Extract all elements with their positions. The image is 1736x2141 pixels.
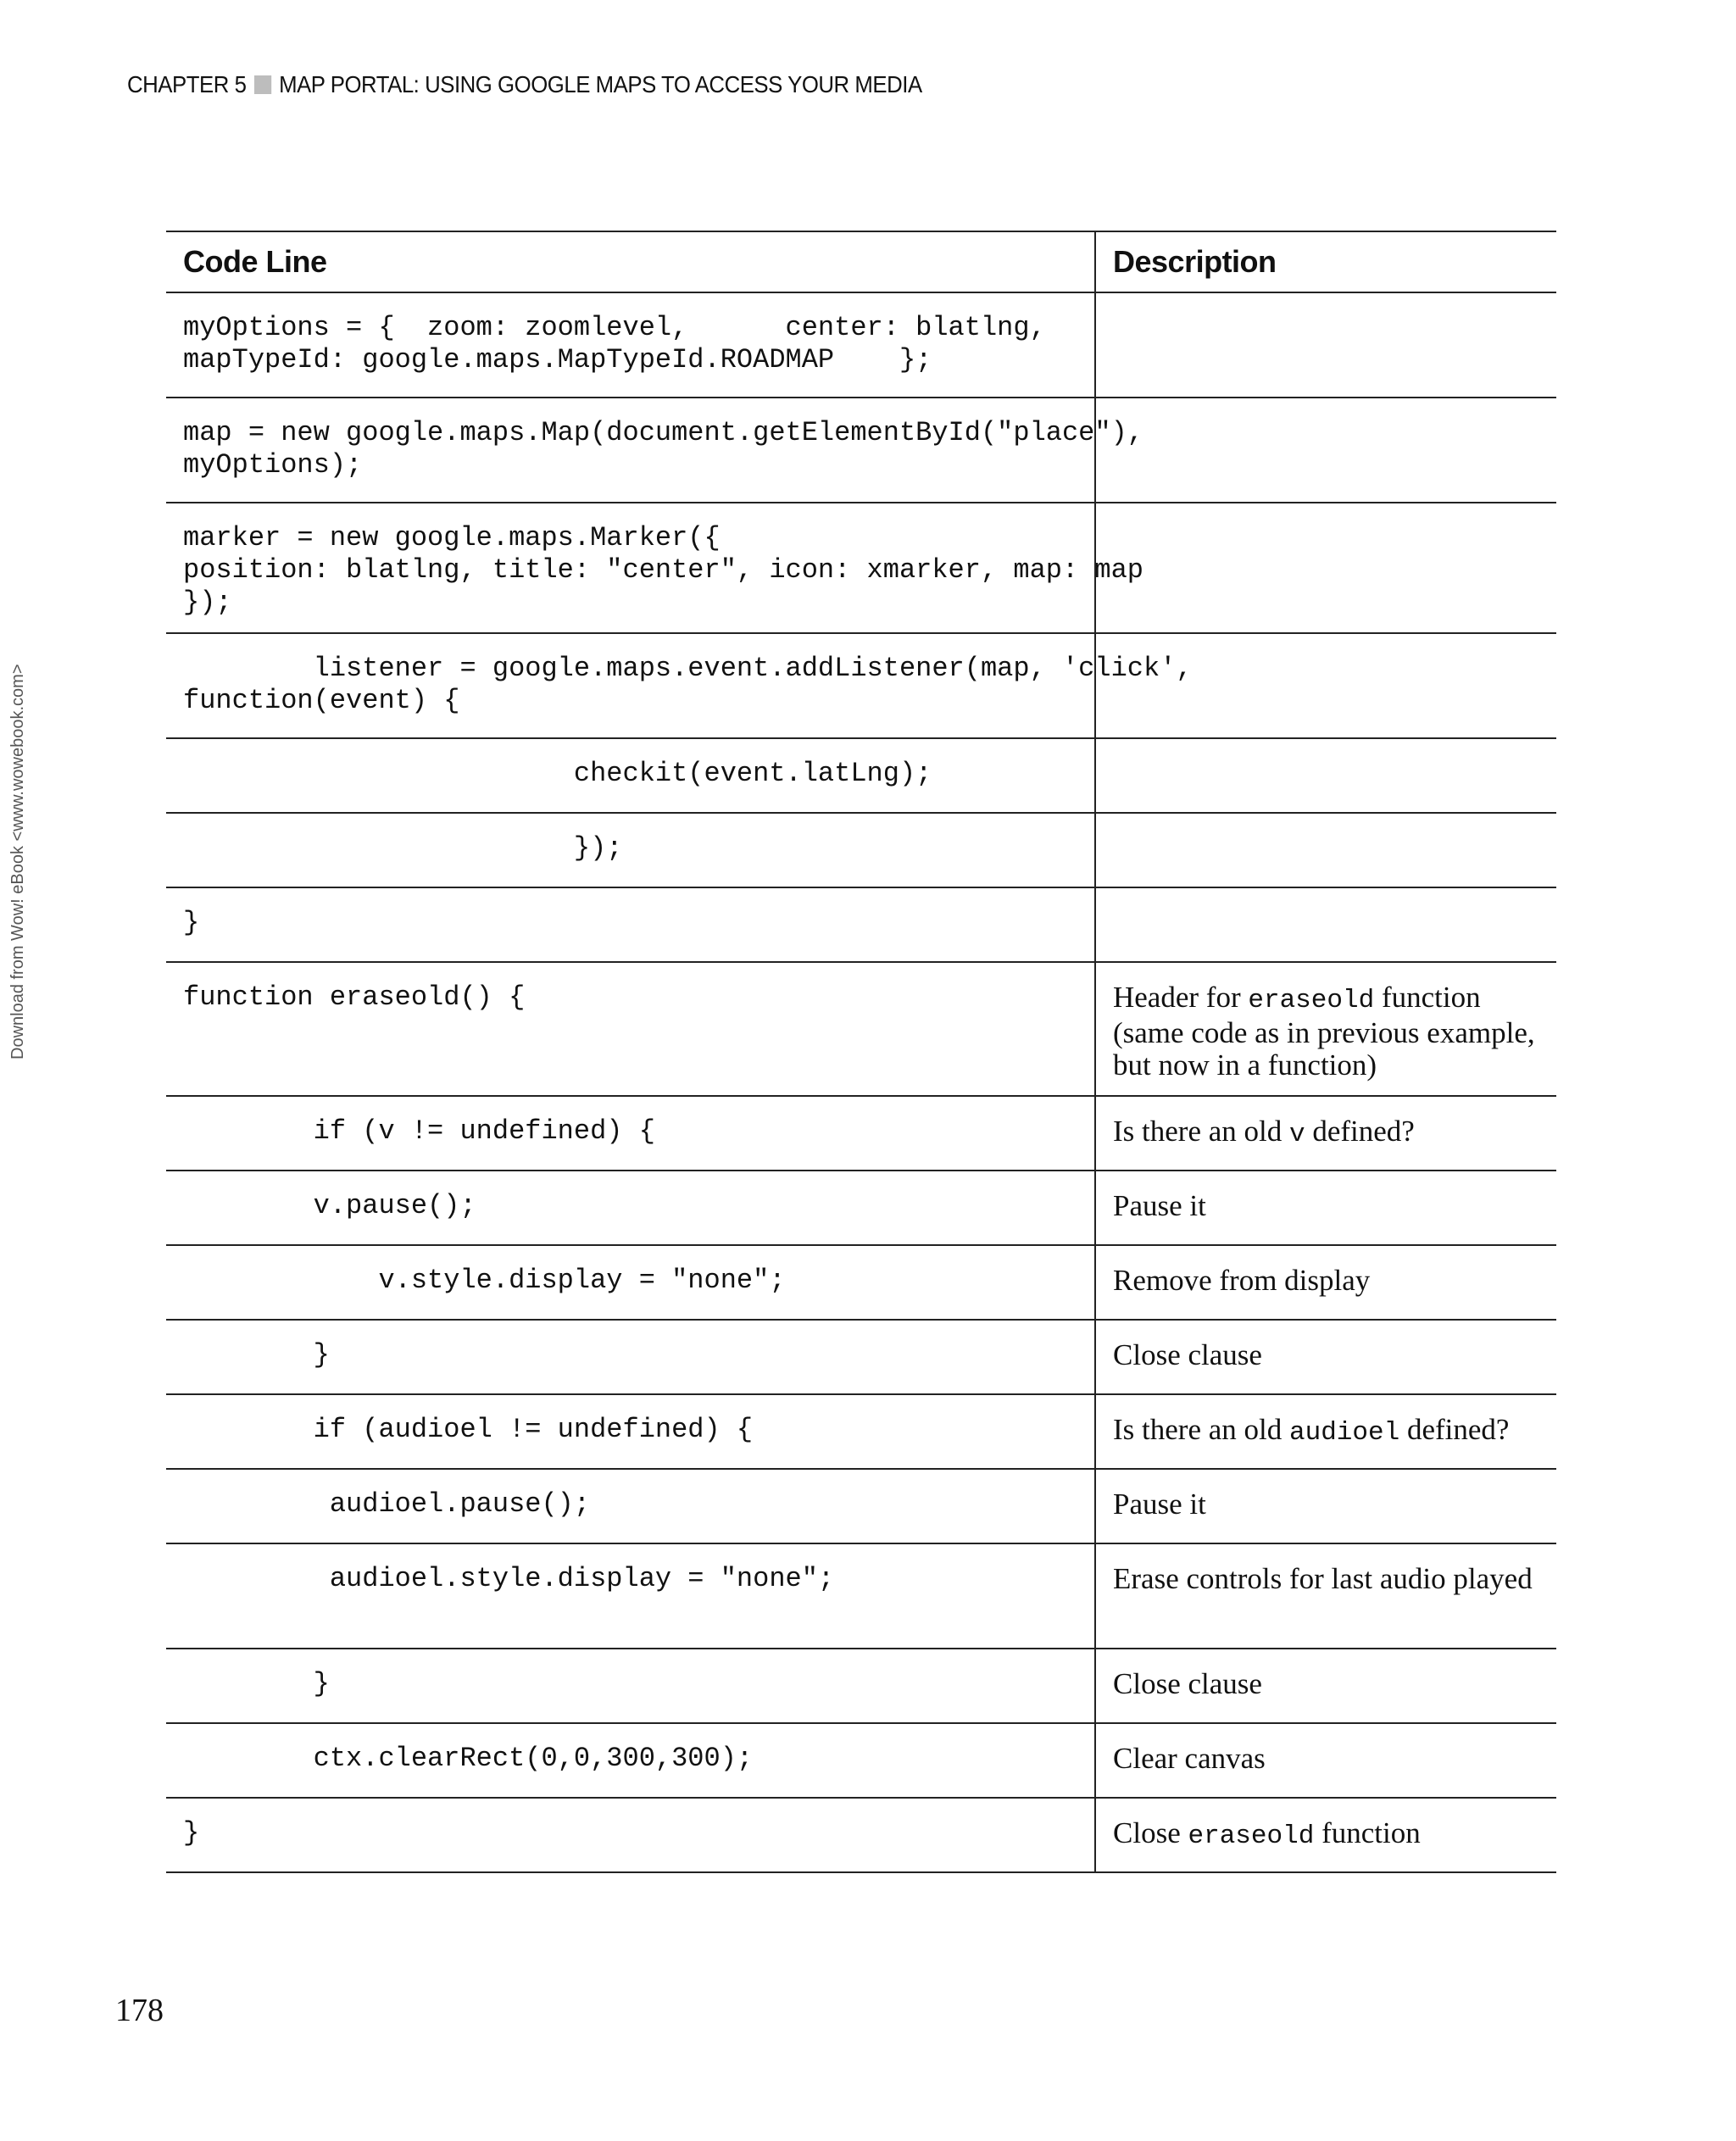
running-head [127, 71, 922, 98]
header-description: Description [1095, 231, 1556, 292]
table-row [166, 1798, 1556, 1872]
chapter-title: MAP PORTAL: USING GOOGLE MAPS TO ACCESS YOUR MEDIA [279, 71, 922, 97]
code-cell: v.pause(); [166, 1171, 1095, 1245]
table-row [166, 1723, 1556, 1798]
description-cell: Close clause [1095, 1649, 1556, 1723]
code-cell: myOptions = { zoom: zoomlevel, center: blatlng, mapTypeId: google.maps.MapTypeId.ROADMAP }; [166, 292, 1095, 398]
code-cell: }); [166, 813, 1095, 887]
description-cell: Is there an old v defined? [1095, 1096, 1556, 1171]
code-cell: marker = new google.maps.Marker({ position: blatlng, title: "center", icon: xmarker, map: map }); [166, 503, 1095, 633]
table-row [166, 1320, 1556, 1394]
code-cell: } [166, 887, 1095, 962]
code-table [166, 231, 1556, 1873]
code-cell: } [166, 1649, 1095, 1723]
side-watermark: Download from Wow! eBook <www.wowebook.com> [8, 664, 27, 1059]
page-number: 178 [115, 1993, 164, 2028]
table-row [166, 1171, 1556, 1245]
table-header-row [166, 231, 1556, 292]
description-cell: Clear canvas [1095, 1723, 1556, 1798]
description-cell [1095, 292, 1556, 398]
table-row [166, 292, 1556, 398]
description-cell [1095, 633, 1556, 738]
code-cell: audioel.pause(); [166, 1469, 1095, 1543]
description-cell [1095, 813, 1556, 887]
code-cell: v.style.display = "none"; [166, 1245, 1095, 1320]
description-cell: Remove from display [1095, 1245, 1556, 1320]
table-row [166, 813, 1556, 887]
description-cell: Pause it [1095, 1469, 1556, 1543]
code-cell: function eraseold() { [166, 962, 1095, 1096]
code-cell: listener = google.maps.event.addListener(map, 'click', function(event) { [166, 633, 1095, 738]
header-code-line: Code Line [166, 231, 1095, 292]
description-cell: Pause it [1095, 1171, 1556, 1245]
table-row [166, 1543, 1556, 1649]
description-cell: Is there an old audioel defined? [1095, 1394, 1556, 1469]
code-cell: map = new google.maps.Map(document.getElementById("place"), myOptions); [166, 398, 1095, 503]
description-cell [1095, 887, 1556, 962]
description-cell [1095, 738, 1556, 813]
table-row [166, 1096, 1556, 1171]
table-row [166, 633, 1556, 738]
description-cell [1095, 503, 1556, 633]
description-cell: Erase controls for last audio played [1095, 1543, 1556, 1649]
table-row [166, 1394, 1556, 1469]
code-cell: if (audioel != undefined) { [166, 1394, 1095, 1469]
code-cell: audioel.style.display = "none"; [166, 1543, 1095, 1649]
chapter-label: CHAPTER 5 [127, 71, 247, 97]
table-row [166, 1649, 1556, 1723]
table-row [166, 1245, 1556, 1320]
code-cell: checkit(event.latLng); [166, 738, 1095, 813]
description-cell: Close clause [1095, 1320, 1556, 1394]
table-row [166, 1469, 1556, 1543]
description-cell [1095, 398, 1556, 503]
code-cell: ctx.clearRect(0,0,300,300); [166, 1723, 1095, 1798]
table-row [166, 738, 1556, 813]
square-separator-icon [254, 75, 271, 94]
table-row [166, 962, 1556, 1096]
code-cell: } [166, 1798, 1095, 1872]
table-row [166, 398, 1556, 503]
code-cell: } [166, 1320, 1095, 1394]
table-row [166, 503, 1556, 633]
table-row [166, 887, 1556, 962]
code-cell: if (v != undefined) { [166, 1096, 1095, 1171]
description-cell: Close eraseold function [1095, 1798, 1556, 1872]
description-cell: Header for eraseold function (same code as in previous example, but now in a function) [1095, 962, 1556, 1096]
